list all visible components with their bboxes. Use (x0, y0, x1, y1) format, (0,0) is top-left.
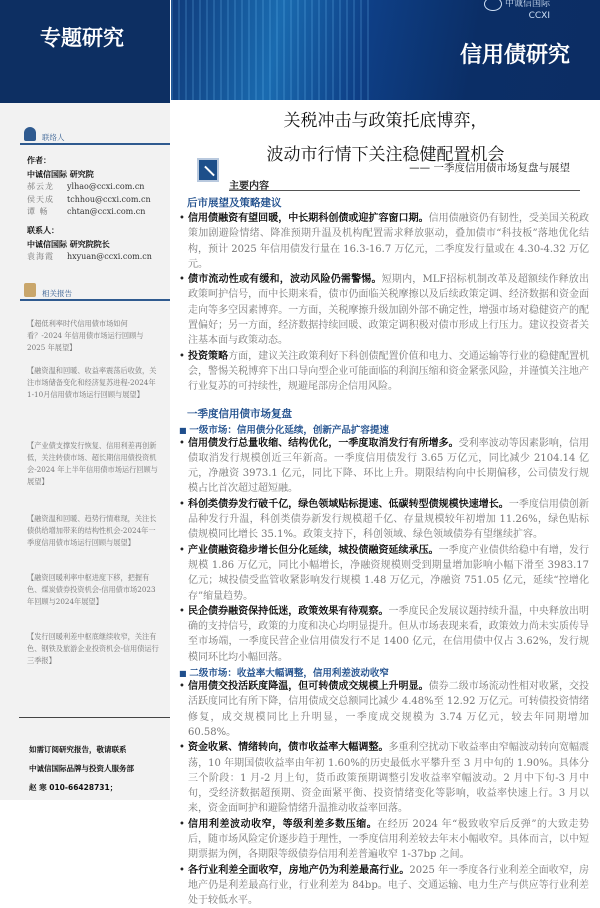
section-heading: 后市展望及策略建议 (187, 197, 282, 209)
bullet-item (179, 740, 589, 816)
related-report[interactable]: 【融资温和回暖、收益率震荡后收敛，关注市场储备变化和经济复苏进程-2024年1-10月信用债市场运行回顾与展望】 (27, 366, 157, 399)
divider (229, 190, 580, 191)
author-org: 中诚信国际 研究院 (27, 168, 94, 179)
bullet-item (179, 436, 589, 497)
author-name: 郝云龙 (27, 182, 54, 191)
bullet-item (179, 497, 589, 543)
contact-email[interactable]: hxyuan@ccxi.com.cn (67, 252, 152, 261)
bullet-lead: 信用债发行总量收缩、结构优化，一季度取消发行有所增多。 (188, 437, 459, 449)
report-title-line2: 波动市行情下关注稳健配置机会 (266, 145, 505, 165)
category-label: 专题研究 (40, 26, 124, 50)
logo-text: 中诚信国际 (504, 0, 550, 9)
subscribe-line: 中诚信国际品牌与投资人服务部 (29, 764, 134, 773)
contact-name: 袁海霞 (27, 252, 54, 261)
author-email[interactable]: tchhou@ccxi.com.cn (67, 194, 151, 204)
bullet-lead: 民企债券融资保持低迷，政策效果有待观察。 (188, 605, 389, 617)
category-banner (0, 0, 170, 103)
related-report[interactable]: 【融资温和回暖、趋势行情难现，关注长债供给增加带来的结构性机会-2024年一季度信用债市场运行回顾与展望】 (27, 514, 157, 547)
subsection-heading: ■ 一级市场：信用债分化延续，创新产品扩容提速 (179, 422, 589, 436)
section-heading: 一季度信用债市场复盘 (187, 407, 292, 420)
bullet-text: 一季度信用债创新品种发行升温，科创类债券新发行规模超千亿、存量规模较年初增加 11.26%，绿色贴标债规模同比增长 35.1%。政策支持下，科创领域、绿色领域债券有望继续扩容。 (188, 498, 590, 541)
bullet-text: 一季度产业债供给稳中有增，发行规模 1.86 万亿元，同比小幅增长，净融资规模则受到期量增加影响小幅下滑至 3983.17 亿元；城投债受监管收紧影响发行规模 1.48 万亿元，净融资 751.05 亿元，延续“控增化存”缩量趋势。 (188, 544, 589, 602)
bullet-item (179, 543, 589, 604)
document-icon (197, 158, 219, 182)
bullet-lead: 各行业利差全面收窄，房地产仍为利差最高行业。 (188, 864, 410, 876)
sidebar (0, 103, 170, 800)
main-content (171, 103, 600, 907)
bullet-lead: 投资策略 (188, 350, 229, 362)
bullet-lead: 产业债融资稳步增长但分化延续，城投债融资延续承压。 (188, 544, 439, 556)
bullet-item (179, 272, 589, 348)
ccxi-logo (484, 0, 550, 21)
bullet-item (179, 349, 589, 395)
logo-mark-icon (484, 0, 502, 11)
report-title-line1: 关税冲击与政策托底博弈， (283, 111, 488, 131)
bullet-lead: 资金收紧、情绪转向，债市收益率大幅调整。 (188, 742, 389, 754)
contacts-header (20, 127, 170, 145)
logo-sub: CCXI (528, 10, 550, 21)
author-block (27, 154, 151, 219)
author-name: 侯天成 (27, 194, 54, 204)
bullet-item (179, 679, 589, 740)
bullet-text: 方面，建议关注政策利好下科创债配置价值和电力、交通运输等行业的稳健配置机会，警惕关税博弈下出口导向型企业可能面临的利润压缩和资金紧张风险，并谨慎关注地产行业复苏的可持续性，规避尾部房企信用风险。 (188, 350, 590, 393)
contacts-label: 联络人 (42, 133, 65, 142)
bullet-text: 2025 年一季度各行业利差全面收窄，房地产仍是利差最高行业，行业利差为 84bp。电子、交通运输、电力生产与供应等行业利差处于较低水平。 (188, 864, 589, 907)
bullet-lead: 债市流动性或有缓和，波动风险仍需警惕。 (188, 274, 382, 286)
bullet-lead: 科创类债券发行破千亿，绿色领域贴标提速、低碳转型债规模快速增长。 (188, 498, 509, 510)
bullet-item (179, 604, 589, 665)
bullet-text: 受利率波动等因素影响，信用债取消发行规模创近三年新高。一季度信用债发行 3.65 万亿元，同比减少 2104.14 亿元，净融资 3973.1 亿元，同比下降、环比上升。期限结构向中长期偏移，公司债发行规模占比首次超过超短融。 (188, 437, 590, 495)
bullet-lead: 信用债交投活跃度降温，但可转债成交规模上升明显。 (188, 681, 429, 693)
author-label: 作者： (27, 155, 51, 165)
subscribe-line: 如需订阅研究报告，敬请联系 (29, 745, 127, 754)
related-report[interactable]: 【超低利率时代信用债市场如何看？-2024 年信用债市场运行回顾与 2025 年展望】 (27, 319, 144, 352)
subsection-heading: ■ 二级市场：收益率大幅调整，信用利差波动收窄 (179, 665, 589, 679)
related-report[interactable]: 【发行回暖利差中枢底继续收窄，关注有色、钢铁及旅游企业投资机会-信用债运行三季报】 (27, 632, 159, 665)
header-banner-image (171, 0, 600, 100)
data-bars-graphic (171, 0, 371, 100)
bullet-lead: 信用利差波动收窄，等级利差多数压缩。 (188, 818, 378, 830)
related-report[interactable]: 【产业债支撑发行恢复、信用利差再创新低，关注转债市场、超长期信用债投资机会-2024 年上半年信用债市场运行回顾与展望】 (27, 441, 158, 486)
main-content-label: 主要内容 (229, 181, 269, 192)
bullet-text: 在经历 2024 年“极致收窄后反弹”的大致走势后，随市场风险定价逐步趋于理性，一季度信用利差较去年末小幅收窄。具体而言，以中短期票据为例，各期限等级债券信用利差普遍收窄 1-37bp 之间。 (188, 818, 590, 861)
divider (19, 717, 170, 718)
contact-label: 联系人： (27, 225, 59, 235)
bullet-text: 多重利空扰动下收益率由窄幅波动转向宽幅震荡，10 年期国债收益率由年初 1.60%的历史最低水平攀升至 3 月中旬的 1.90%。具体分三个阶段：1 月-2 月上旬，货币政策预期调整引发收益率窄幅波动。2 月中下旬-3 月中旬，受经济数据超预期、资金面紧平衡、投资情绪变化等影响，收益率快速上行。3 月以来，资金面呵护和避险情绪升温推动收益率回落。 (188, 742, 590, 815)
bullet-item (179, 211, 589, 272)
related-label: 相关报告 (42, 289, 72, 298)
person-icon (24, 127, 36, 141)
report-icon (24, 283, 36, 297)
bullet-text: 一季度民企发展议题持续升温，中央释放出明确的支持信号，政策的力度和决心均明显提升。但从市场表现来看，政策效力尚未实质传导至市场端，一季度民营企业信用债发行不足 1400 亿元，在信用债中仅占 3.62%，发行规模同环比均小幅回落。 (188, 605, 590, 663)
bullet-lead: 信用债融资有望回暖，中长期科创债或迎扩容窗口期。 (188, 213, 429, 224)
subscribe-line: 赵 寒 010-66428731； (29, 783, 118, 792)
report-header (0, 0, 600, 103)
report-body (179, 192, 589, 908)
author-name: 谭 畅 (27, 207, 49, 216)
bullet-text: 债券二级市场流动性相对收紧，交投活跃度同比有所下降，信用债成交总额同比减少 4.48%至 12.92 万亿元。可转债投资情绪修复，成交规模同比上升明显，一季度成交规模为 3.74 万亿元，较去年同期增加 60.58%。 (188, 681, 590, 738)
author-email[interactable]: chtan@ccxi.com.cn (67, 207, 146, 216)
related-reports-header (20, 283, 170, 301)
bullet-item (179, 863, 589, 908)
related-report[interactable]: 【融资回暖利率中枢进度下移，把握有色、煤炭债券投资机会-信用债市场2023年回顾与2024年展望】 (27, 573, 156, 606)
author-email[interactable]: ylhao@ccxi.com.cn (67, 182, 145, 191)
report-subtitle: —— 一季度信用债市场复盘与展望 (409, 162, 570, 174)
contact-block (27, 224, 152, 264)
contact-org: 中诚信国际 研究院院长 (27, 238, 110, 249)
bullet-item (179, 817, 589, 863)
bullet-text: 短期内，MLF招标机制改革及超额续作释放出政策呵护信号，而中长期来看，债市仍面临关税摩擦以及后续政策定调、经济数据和资金面走向等多空因素博弈。一方面，关税摩擦升级加剧外部不确定性，增强市场对稳健资产的配置偏好；另一方面，经济数据持续回暖、政策定调积极对债市形成上行压力。建议投资者关注基本面与政策动态。 (188, 274, 589, 347)
report-type: 信用债研究 (459, 43, 570, 68)
bullet-text: 信用债融资仍有韧性，受美国关税政策加剧避险情绪、降准预期升温及机构配置需求释放驱动，叠加债市“科技板”落地优化结构，预计 2025 年信用债发行量在 16.3-16.7 万亿元，二季度发行量或在 4.30-4.32 万亿元。 (188, 213, 590, 270)
